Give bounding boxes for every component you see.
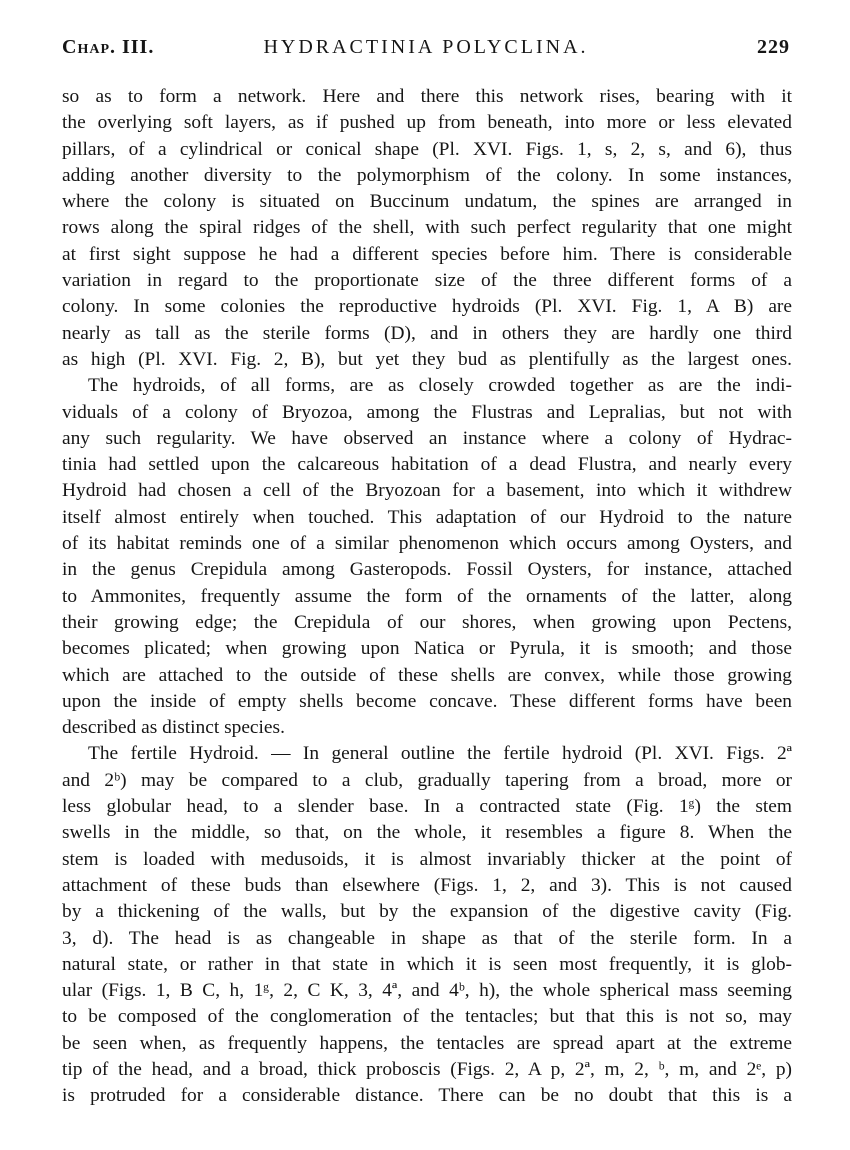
text-line: stem is loaded with medusoids, it is almost invariably thicker at the point of <box>62 848 792 870</box>
text-line: rows along the spiral ridges of the shell, with such perfect regularity that one might <box>62 217 792 239</box>
text-line: described as distinct species. <box>62 717 285 739</box>
text-line: of its habitat reminds one of a similar phenomenon which occurs among Oysters, and <box>62 533 792 555</box>
text-line: to Ammonites, frequently assume the form of the ornaments of the latter, along <box>62 585 792 607</box>
text-line: variation in regard to the proportionate size of the three different forms of a <box>62 270 792 292</box>
text-line: itself almost entirely when touched. This adaptation of our Hydroid to the nature <box>62 506 792 528</box>
text-line: tip of the head, and a broad, thick proboscis (Figs. 2, A p, 2ª, m, 2, ᵇ, m, and 2ᵉ, p) <box>62 1058 792 1080</box>
chapter-label: Chap. III. <box>62 36 155 58</box>
text-line: adding another diversity to the polymorphism of the colony. In some instances, <box>62 164 792 186</box>
text-line: the overlying soft layers, as if pushed up from beneath, into more or less elevated <box>62 112 792 134</box>
text-line: swells in the middle, so that, on the whole, it resembles a figure 8. When the <box>62 822 792 844</box>
page-number: 229 <box>757 36 790 58</box>
text-line: by a thickening of the walls, but by the expansion of the digestive cavity (Fig. <box>62 901 792 923</box>
page-title: HYDRACTINIA POLYCLINA. <box>263 36 589 58</box>
text-line: is protruded for a considerable distance. There can be no doubt that this is a <box>62 1085 792 1107</box>
running-head <box>62 36 790 66</box>
text-line: pillars, of a cylindrical or conical shape (Pl. XVI. Figs. 1, s, 2, s, and 6), thus <box>62 138 792 160</box>
text-line: becomes plicated; when growing upon Natica or Pyrula, it is smooth; and those <box>62 638 792 660</box>
body-text <box>62 84 792 1110</box>
text-line: attachment of these buds than elsewhere (Figs. 1, 2, and 3). This is not caused <box>62 874 792 896</box>
text-line: 3, d). The head is as changeable in shape as that of the sterile form. In a <box>62 927 792 949</box>
text-line: viduals of a colony of Bryozoa, among the Flustras and Lepralias, but not with <box>62 401 792 423</box>
text-line: to be composed of the conglomeration of the tentacles; but that this is not so, may <box>62 1006 792 1028</box>
text-line: nearly as tall as the sterile forms (D), and in others they are hardly one third <box>62 322 792 344</box>
text-line: and 2ᵇ) may be compared to a club, gradually tapering from a broad, more or <box>62 769 792 791</box>
text-line: in the genus Crepidula among Gasteropods. Fossil Oysters, for instance, attached <box>62 559 792 581</box>
text-line: The fertile Hydroid. — In general outline the fertile hydroid (Pl. XVI. Figs. 2ª <box>88 743 792 765</box>
text-line: natural state, or rather in that state in which it is seen most frequently, it is glob- <box>62 953 792 975</box>
text-line: less globular head, to a slender base. In a contracted state (Fig. 1ᵍ) the stem <box>62 796 792 818</box>
text-line: colony. In some colonies the reproductive hydroids (Pl. XVI. Fig. 1, A B) are <box>62 296 792 318</box>
text-line: any such regularity. We have observed an instance where a colony of Hydrac- <box>62 427 792 449</box>
text-line: tinia had settled upon the calcareous habitation of a dead Flustra, and nearly every <box>62 454 792 476</box>
text-line: which are attached to the outside of these shells are convex, while those growing <box>62 664 792 686</box>
text-line: so as to form a network. Here and there this network rises, bearing with it <box>62 86 792 107</box>
text-line: ular (Figs. 1, B C, h, 1ᵍ, 2, C K, 3, 4ª, and 4ᵇ, h), the whole spherical mass seeming <box>62 980 792 1002</box>
text-line: upon the inside of empty shells become concave. These different forms have been <box>62 690 792 712</box>
text-line: where the colony is situated on Buccinum undatum, the spines are arranged in <box>62 191 792 213</box>
text-line: The hydroids, of all forms, are as closely crowded together as are the indi- <box>88 375 792 397</box>
text-line: their growing edge; the Crepidula of our shores, when growing upon Pectens, <box>62 611 792 633</box>
text-line: at first sight suppose he had a different species before him. There is considerable <box>62 243 792 265</box>
text-line: be seen when, as frequently happens, the tentacles are spread apart at the extreme <box>62 1032 792 1054</box>
text-line: as high (Pl. XVI. Fig. 2, B), but yet they bud as plentifully as the largest ones. <box>62 348 792 370</box>
text-line: Hydroid had chosen a cell of the Bryozoan for a basement, into which it withdrew <box>62 480 792 502</box>
